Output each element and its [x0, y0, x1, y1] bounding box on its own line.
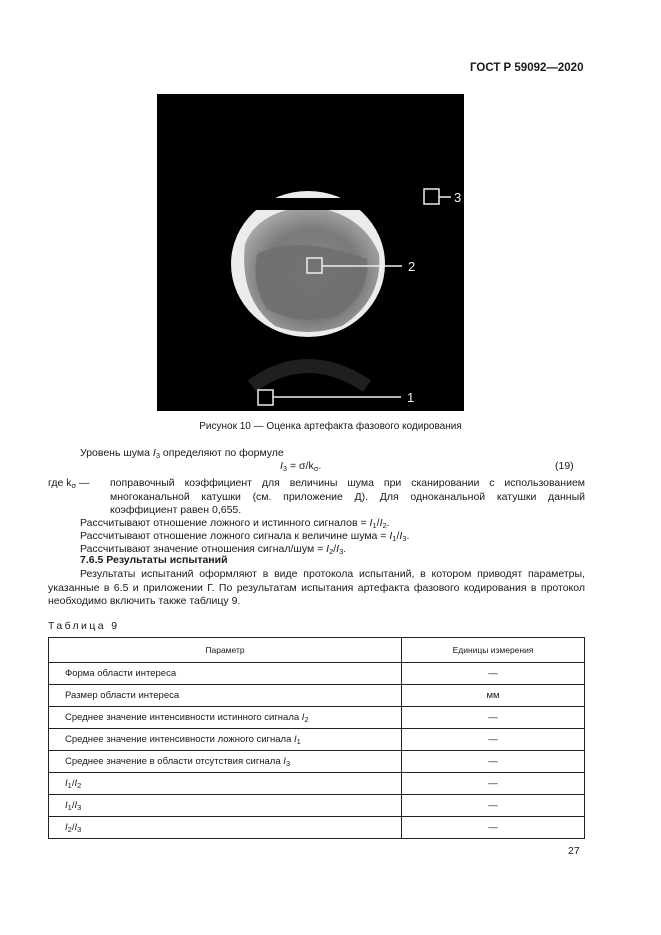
unit-cell: —	[402, 663, 585, 685]
ratio-var: I	[74, 821, 78, 833]
ratio-sub: 2	[329, 547, 334, 556]
ratio-sub: 2	[77, 780, 82, 790]
section-heading: 7.6.5 Результаты испытаний	[80, 554, 228, 566]
table-row	[49, 795, 585, 817]
table-row	[49, 707, 585, 729]
roi-label-3: 3	[454, 190, 462, 205]
param-sub: 2	[304, 714, 309, 724]
ratio-sub: 2	[67, 824, 72, 834]
mri-phantom-image	[157, 94, 464, 411]
parameters-table	[48, 637, 585, 839]
table-row	[49, 773, 585, 795]
var-i: I	[152, 447, 156, 459]
header-units: Единицы измерения	[402, 638, 585, 663]
table-row	[49, 663, 585, 685]
unit-cell: —	[402, 773, 585, 795]
ratio-var: I	[65, 777, 68, 789]
ratio-sub: 1	[67, 802, 72, 812]
ratio-text: Рассчитывают отношение ложного и истинного сигналов =	[80, 517, 370, 529]
param-cell	[49, 663, 402, 685]
where-key-text: где k	[48, 477, 72, 489]
figure-caption: Рисунок 10 — Оценка артефакта фазового кодирования	[199, 421, 462, 432]
formula-var-sub: 3	[282, 464, 288, 473]
param-text: Среднее значение интенсивности ложного сигнала	[65, 733, 295, 745]
param-var: I	[294, 733, 297, 745]
ratio-line-3: Рассчитывают значение отношения сигнал/шум = $I_2/I_3$.	[80, 543, 347, 556]
ratio-var: I	[389, 530, 393, 542]
where-key	[48, 477, 90, 490]
param-var: I	[283, 755, 286, 767]
ratio-sub: 3	[339, 547, 344, 556]
ratio-cell: $I_1/I_3$	[49, 795, 402, 817]
param-text: Размер области интереса	[65, 690, 180, 701]
param-text: Форма области интереса	[65, 668, 177, 679]
ratio-sub: 3	[402, 534, 407, 543]
roi-label-1: 1	[407, 390, 415, 405]
unit-cell: —	[402, 707, 585, 729]
unit-cell: мм	[402, 685, 585, 707]
table-row	[49, 729, 585, 751]
param-text: Среднее значение интенсивности истинного сигнала	[65, 711, 302, 723]
phantom-top-cutoff	[253, 198, 363, 210]
noise-intro	[80, 446, 284, 463]
where-key-dash: —	[76, 477, 90, 489]
ratio-var: I	[336, 543, 340, 555]
noise-intro-suffix: определяют по формуле	[160, 447, 284, 459]
ratio-text: Рассчитывают значение отношения сигнал/шум =	[80, 543, 327, 555]
equation-number: (19)	[555, 460, 574, 472]
table-header-row	[49, 638, 585, 663]
ratio-sub: 1	[372, 521, 377, 530]
table-row	[49, 751, 585, 773]
where-definition: поправочный коэффициент для величины шума при сканировании с использованием многоканальной катушки (см. приложение Д). Для одноканальной катушки данный коэффициент равен 0,655.	[110, 477, 585, 516]
unit-cell: —	[402, 751, 585, 773]
page-number: 27	[568, 845, 580, 857]
param-var: I	[301, 711, 305, 723]
ratio-var: I	[369, 517, 373, 529]
param-sub: 3	[285, 758, 291, 768]
ratio-var: I	[65, 821, 68, 833]
roi-label-2: 2	[408, 259, 416, 274]
param-cell	[49, 685, 402, 707]
unit-cell: —	[402, 729, 585, 751]
phantom-figure-svg	[157, 94, 464, 411]
ratio-line-2: Рассчитывают отношение ложного сигнала к величине шума = $I_1/I_3$.	[80, 530, 410, 543]
ratio-cell: $I_2/I_3$	[49, 817, 402, 839]
param-sub: 1	[296, 736, 301, 746]
results-paragraph: Результаты испытаний оформляют в виде протокола испытаний, в котором приводят параметры, указанные в 6.5 и приложении Г. По результатам испытания артефакта фазового кодирования в протокол необходимо включить также таблицу 9.	[48, 568, 585, 607]
ratio-var: I	[399, 530, 403, 542]
document-header: ГОСТ Р 59092—2020	[470, 62, 584, 74]
table-row	[49, 817, 585, 839]
param-cell	[49, 751, 402, 773]
formula-var: I	[280, 460, 283, 472]
ratio-sub: 3	[77, 824, 82, 834]
ratio-sub: 2	[382, 521, 387, 530]
ratio-cell: $I_1/I_2$	[49, 773, 402, 795]
ratio-var: I	[74, 799, 78, 811]
param-cell	[49, 707, 402, 729]
ratio-sub: 3	[77, 802, 82, 812]
ratio-sub: 1	[67, 780, 72, 790]
unit-cell: —	[402, 817, 585, 839]
var-sub: 3	[155, 451, 160, 460]
header-parameter: Параметр	[49, 638, 402, 663]
ratio-var: I	[74, 777, 78, 789]
ratio-var: I	[326, 543, 330, 555]
unit-cell: —	[402, 795, 585, 817]
table-caption: Таблица 9	[48, 620, 120, 632]
param-cell	[49, 729, 402, 751]
formula-rhs-sub: σ	[313, 464, 319, 473]
ratio-line-1: Рассчитывают отношение ложного и истинного сигналов = $I_1/I_2$.	[80, 517, 390, 530]
noise-intro-text: Уровень шума	[80, 447, 153, 459]
ratio-var: I	[65, 799, 68, 811]
formula-rhs: = σ/k	[287, 460, 314, 472]
ratio-text: Рассчитывают отношение ложного сигнала к величине шума =	[80, 530, 390, 542]
param-text: Среднее значение в области отсутствия сигнала	[65, 755, 284, 767]
where-key-sub: σ	[71, 481, 77, 490]
ratio-sub: 1	[392, 534, 397, 543]
formula-end: .	[318, 460, 322, 472]
ratio-var: I	[379, 517, 383, 529]
noise-formula	[280, 460, 321, 473]
table-row	[49, 685, 585, 707]
